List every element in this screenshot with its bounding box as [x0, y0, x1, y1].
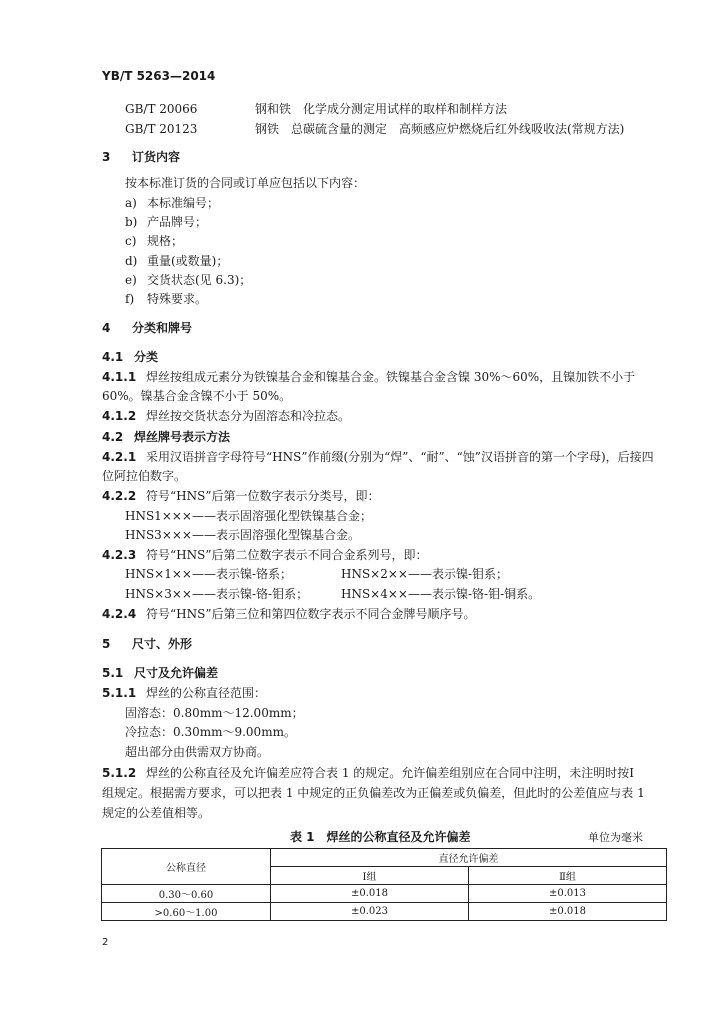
header-group-1: Ⅰ组 [271, 867, 469, 885]
list-item: a) 本标准编号； [125, 196, 220, 210]
table-unit: 单位为毫米 [588, 831, 643, 844]
table-header-row [102, 849, 667, 867]
series-item: HNS×3××——表示镍-铬-钼系； [125, 587, 309, 601]
clause-4-1-heading: 4.1 分类 [102, 350, 159, 364]
series-item: HNS×2××——表示镍-钼系； [341, 567, 509, 581]
clause-4-2-2-a: HNS1×××——表示固溶强化型铁镍基合金； [125, 509, 372, 523]
table-row [102, 885, 667, 903]
clause-4-2-1-cont: 位阿拉伯数字。 [102, 469, 187, 483]
clause-5-1-1-a: 固溶态：0.80mm～12.00mm； [125, 706, 304, 720]
header-diameter: 公称直径 [102, 849, 271, 885]
section-4-heading: 4 分类和牌号 [102, 321, 193, 335]
list-item: f) 特殊要求。 [125, 292, 208, 306]
cell-group-1: ±0.018 [271, 885, 469, 903]
table-caption: 表 1 焊丝的公称直径及允许偏差 [290, 830, 471, 844]
clause-4-1-1: 4.1.1 焊丝按组成元素分为铁镍基合金和镍基合金。铁镍基合金含镍 30%～60%，且镍加铁不小于 [102, 370, 636, 384]
clause-4-2-2: 4.2.2 符号“HNS”后第一位数字表示分类号，即： [102, 489, 380, 503]
clause-5-1-1-c: 超出部分由供需双方协商。 [125, 745, 270, 759]
cell-group-1: ±0.023 [271, 903, 469, 921]
list-item: e) 交货状态(见 6.3)； [125, 273, 252, 287]
reference-code: GB/T 20066 [125, 102, 198, 116]
clause-5-1-1-b: 冷拉态：0.30mm～9.00mm。 [125, 725, 296, 739]
clause-4-1-2: 4.1.2 焊丝按交货状态分为固溶态和冷拉态。 [102, 409, 351, 423]
table-row [102, 903, 667, 921]
clause-4-2-3: 4.2.3 符号“HNS”后第二位数字表示不同合金系列号，即： [102, 548, 428, 562]
cell-diameter: >0.60～1.00 [102, 903, 271, 921]
header-tolerance: 直径允许偏差 [271, 849, 667, 867]
section-3-intro: 按本标准订货的合同或订单应包括以下内容： [125, 176, 366, 190]
section-3-heading: 3 订货内容 [102, 150, 181, 164]
standard-code-header: YB/T 5263—2014 [102, 69, 216, 83]
clause-5-1-heading: 5.1 尺寸及允许偏差 [102, 666, 219, 680]
reference-item [125, 102, 507, 116]
clause-5-1-1: 5.1.1 焊丝的公称直径范围： [102, 686, 267, 700]
clause-4-2-1: 4.2.1 采用汉语拼音字母符号“HNS”作前缀(分别为“焊”、“耐”、“蚀”汉语拼音的第一个字母)，后接四 [102, 450, 654, 464]
clause-4-2-4: 4.2.4 符号“HNS”后第三位和第四位数字表示不同合金牌号顺序号。 [102, 607, 476, 621]
clause-4-2-heading: 4.2 焊丝牌号表示方法 [102, 430, 231, 444]
list-item: c) 规格； [125, 234, 184, 248]
reference-title: 钢铁 总碳硫含量的测定 高频感应炉燃烧后红外线吸收法(常规方法) [255, 122, 625, 136]
reference-code: GB/T 20123 [125, 122, 198, 136]
reference-item [125, 122, 624, 136]
series-item: HNS×4××——表示镍-铬-钼-铜系。 [341, 587, 541, 601]
list-item: b) 产品牌号； [125, 215, 208, 229]
section-5-heading: 5 尺寸、外形 [102, 637, 193, 651]
clause-4-2-2-b: HNS3×××——表示固溶强化型镍基合金。 [125, 528, 360, 542]
clause-5-1-2-cont: 组规定。根据需方要求，可以把表 1 中规定的正负偏差改为正偏差或负偏差，但此时的公差值应与表 1 [102, 786, 645, 800]
page-number: 2 [102, 937, 109, 948]
cell-group-2: ±0.013 [469, 885, 667, 903]
tolerance-table [101, 848, 667, 921]
list-item: d) 重量(或数量)； [125, 254, 229, 268]
cell-group-2: ±0.018 [469, 903, 667, 921]
clause-5-1-2-cont: 规定的公差值相等。 [102, 806, 211, 820]
clause-5-1-2: 5.1.2 焊丝的公称直径及允许偏差应符合表 1 的规定。允许偏差组别应在合同中注明，未注明时按Ⅰ [102, 766, 635, 780]
clause-4-1-1-cont: 60%。镍基合金含镍不小于 50%。 [102, 389, 292, 403]
series-item: HNS×1××——表示镍-铬系； [125, 567, 293, 581]
header-group-2: Ⅱ组 [469, 867, 667, 885]
reference-title: 钢和铁 化学成分测定用试样的取样和制样方法 [255, 102, 508, 116]
cell-diameter: 0.30～0.60 [102, 885, 271, 903]
